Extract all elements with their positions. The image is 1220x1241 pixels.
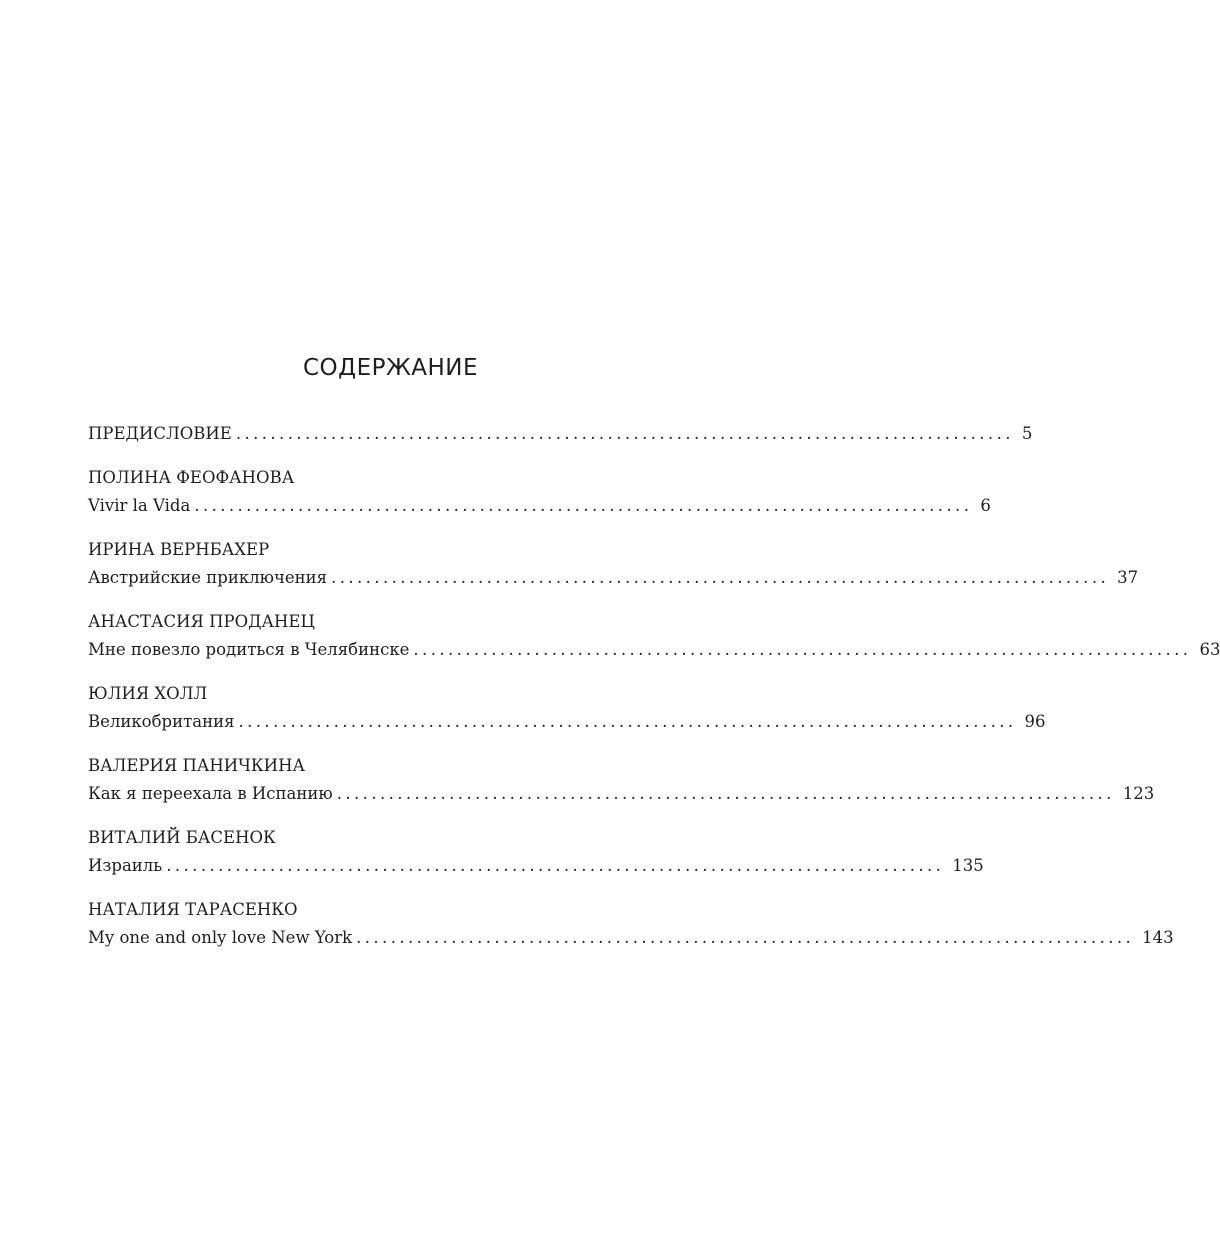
toc-author — [88, 608, 696, 636]
toc-author-name: ЮЛИЯ ХОЛЛ — [88, 684, 208, 703]
dot-leader: .......................................................................................... — [331, 568, 1110, 587]
toc-page-number: 135 — [952, 856, 984, 875]
toc-entry-title: My one and only love New York — [88, 928, 353, 947]
dot-leader: .......................................................................................... — [235, 424, 1014, 443]
toc-page-number: 96 — [1024, 712, 1046, 731]
toc-entry-title: Мне повезло родиться в Челябинске — [88, 640, 410, 659]
toc-author — [88, 680, 696, 708]
toc-entry — [88, 636, 1220, 664]
page-title: СОДЕРЖАНИЕ — [302, 355, 479, 381]
dot-leader: .......................................................................................... — [413, 640, 1192, 659]
toc-author — [88, 752, 696, 780]
toc-entry — [88, 924, 1174, 952]
toc-entry-title: Как я переехала в Испанию — [88, 784, 333, 803]
toc-page-number: 123 — [1122, 784, 1155, 803]
toc-entry — [88, 780, 1155, 808]
toc-entry-preface — [88, 420, 1033, 448]
toc-page-number: 6 — [980, 496, 991, 515]
dot-leader: .......................................................................................... — [336, 784, 1115, 803]
toc-author-name: АНАСТАСИЯ ПРОДАНЕЦ — [88, 612, 315, 631]
dot-leader: .......................................................................................... — [238, 712, 1017, 731]
toc-author-name: ВИТАЛИЙ БАСЕНОК — [88, 828, 276, 847]
toc-entry-title: ПРЕДИСЛОВИЕ — [88, 424, 232, 443]
dot-leader: .......................................................................................... — [194, 496, 973, 515]
toc-author-name: ПОЛИНА ФЕОФАНОВА — [88, 468, 295, 487]
toc-author — [88, 824, 696, 852]
toc-page-number: 37 — [1117, 568, 1139, 587]
toc-author — [88, 464, 696, 492]
toc-author — [88, 896, 696, 924]
toc-author-name: НАТАЛИЯ ТАРАСЕНКО — [88, 900, 298, 919]
toc-page-number: 5 — [1021, 424, 1033, 443]
toc-entry-title: Vivir la Vida — [88, 496, 191, 515]
toc-author-name: ВАЛЕРИЯ ПАНИЧКИНА — [88, 756, 305, 775]
toc-page-number: 63 — [1199, 640, 1220, 659]
toc-entry — [88, 852, 984, 880]
toc-entry-title: Великобритания — [88, 712, 235, 731]
toc-entry — [88, 492, 991, 520]
toc-author — [88, 536, 696, 564]
toc-author-name: ИРИНА ВЕРНБАХЕР — [88, 540, 270, 559]
table-of-contents — [88, 420, 1220, 952]
dot-leader: .......................................................................................... — [356, 928, 1135, 947]
toc-entry — [88, 564, 1139, 592]
toc-entry-title: Израиль — [88, 856, 163, 875]
dot-leader: .......................................................................................... — [166, 856, 945, 875]
toc-page-number: 143 — [1142, 928, 1174, 947]
toc-entry-title: Австрийские приключения — [88, 568, 328, 587]
toc-entry — [88, 708, 1046, 736]
